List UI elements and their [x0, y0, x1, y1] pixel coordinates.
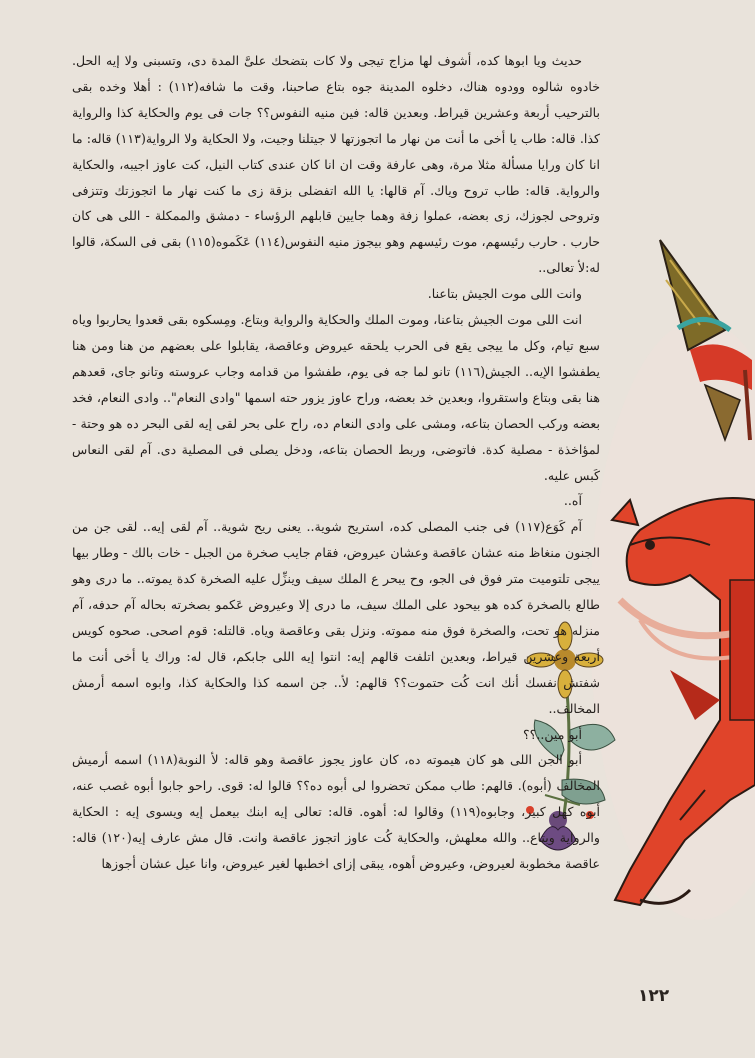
paragraph: أبو الجن اللى هو كان هيموته ده، كان عاوز يجوز عاقصة وهو قاله: لأ النوبة(١١٨) اسمه أرميش المخالف (أبوه). قالهم: طاب ممكن تحضروا لى أبوه ده؟؟ قالوا له: قوى. راحو جابوا أبوه غصب عنه، أبوه كهل كبير، وجابوه(١١٩) وقالوا له: أهوه. قاله: تعالى إيه ابنك بيعمل إيه ويسوى إيه : الحكاية والرواية وبتاع.. والله معلهش، والحكاية كُت عاوز اتجوز عاقصة وانت. قال مش عارف إيه(١٢٠) قاله: عاقصة مخطوبة لعيروض، وعيروض أهوه، يبقى إزاى اخطبها لغير عيروض، وانا عيل عشان أجوزها: [72, 752, 601, 872]
paragraph: وانت اللى موت الجيش بتاعنا.: [427, 286, 582, 302]
paragraph: أبو مين..؟؟: [522, 726, 582, 742]
article-text: [72, 48, 600, 877]
paragraph: حديث ويا ابوها كده، أشوف لها مزاج تيجى ولا كات بتضحك علىَّ المدة دى، وتسبنى ولا إيه الحل. خادوه شالوه وودوه هناك، دخلوه المدينة جوه بتاع صاحبنا، وقت ما شافه(١١٢) : أهلا وخده بقى بالترحيب أربعة وعشرين قيراط. وبعدين قاله: فين منيه النفوس؟؟ جات فى يوم والحكاية كذا والرواية كذا. قاله: طاب يا أخى ما أنت من نهار ما اتجوزتها لا جيتلنا وجيت، ولا الحكاية ولا الرواية(١١٣) قاله: ما انا كان ورايا مسألة مثلا مرة، وهى عارفة وقت ان انا كان عندى كتاب النيل، كت عاوز اجيبه، والحكاية والرواية. قاله: طاب تروح وياك. آم قالها: يا الله اتفضلى بزقة زى ما كنت نهار ما اتجوزتك وتتزفى وتروحى لجوزك، زى بعضه، عملوا زفة وهما جايين قابلهم الرؤساء - دمشق والممكلة - اللى هى كان حارب . حارب رئيسهم، موت رئيسهم وهو بيجوز منيه النفوس(١١٤) عَكَموه(١١٥) بقى فى السكة، قالوا له:لأ تعالى..: [72, 53, 601, 276]
paragraph: آه..: [563, 493, 582, 509]
paragraph: آم كَوَع(١١٧) فى جنب المصلى كده، استريح شوية.. يعنى ريح شوية.. آم لقى إيه.. لقى جن من الجنون منغاظ منه عشان عاقصة وعشان عيروض، فقام جايب صخرة من الجبل - خات بالك - وطار بيها ييجى تلتوميت متر فوق فى الجو، وح يبحر ع الملك سيف وينزِّل عليه الصخرة كدة يموته.. ما درى وهو طالع بالصخرة كده هو بيحود على الملك سيف، ما درى إلا وعيروض عَكمو بصخرته بحاله آم حدفه، آم منزله هو تحت، والصخرة فوق منه مموته. ونزل بقى وعاقصة وياه. قالتله: قوم اصحى. صحوه كويس أربعة وعشرين قيراط، وبعدين اتلفت قالهم إيه: انتوا إيه اللى جابكم، قال له: وراك يا أخى أنت ما شفتش نفسك أنك انت كُت حتموت؟؟ قالهم: لأ.. جن اسمه كذا والحكاية كذا، وابوه اسمه أرمش المخالف..: [72, 519, 600, 716]
page-number: ١٢٢: [638, 986, 670, 1006]
paragraph: انت اللى موت الجيش بتاعنا، وموت الملك والحكاية والرواية وبتاع. ومِسكوه بقى قعدوا يحاربوا وياه سبع تيام، وكل ما ييجى يقع فى الحرب يلحقه عيروض وعاقصة، يقابلوا على بعضهم من هنا ومن هنا يطفشوا الإيه.. الجيش(١١٦) تانو لما جه فى يوم، طفشوا من قدامه وجاب عروسته وتانو جاى، قعدهم هنا بقى وبتاع واستقروا، وبعدين خد بعضه، وراح عاوز يزور حته اسمها "وادى النعام".. وادى النعام، فخد بعضه وركب الحصان بتاعه، ومشى على وادى النعام ده، راح على بحر لقى إيه لقى البحر ده هو وحتة - لمؤاخذة - مصلية كدة. فاتوضى، وربط الحصان بتاعه، ودخل يصلى فى المصلية دى. آم لقى النعاس كَبس عليه.: [72, 312, 600, 483]
